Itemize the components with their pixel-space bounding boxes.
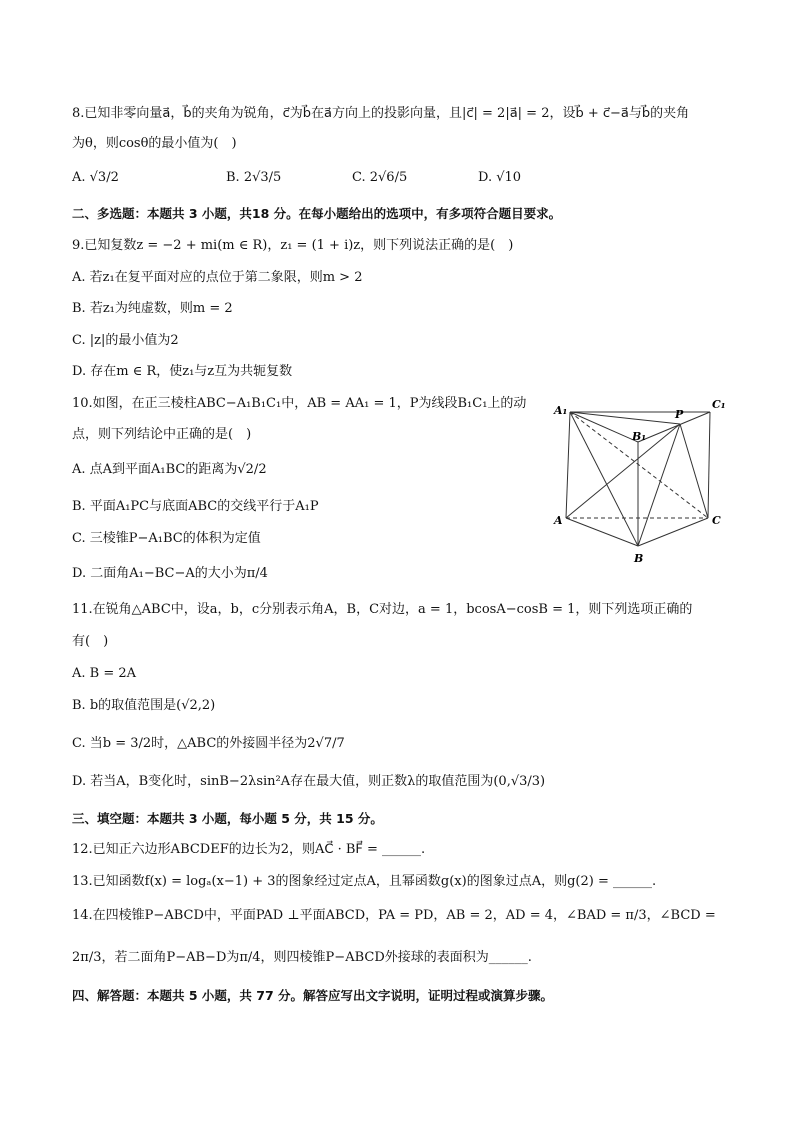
edge-cc1 <box>708 412 710 518</box>
q10-line2: 点，则下列结论中正确的是( ) <box>72 427 252 442</box>
q8-line1: 8.已知非零向量a⃗，b⃗的夹角为锐角，c⃗为b⃗在a⃗方向上的投影向量，且|c⃗| = 2|a⃗| = 2，设b⃗ + c⃗−a⃗与b⃗的夹角 <box>72 106 690 121</box>
label-c: C <box>712 514 721 527</box>
diag-a1p <box>570 412 680 424</box>
q9-option-b: B. 若z₁为纯虚数，则m = 2 <box>72 301 233 316</box>
q11-option-b: B. b的取值范围是(√2,2) <box>72 698 216 713</box>
q8-line2: 为θ，则cosθ的最小值为( ) <box>72 136 237 151</box>
q10-option-b: B. 平面A₁PC与底面ABC的交线平行于A₁P <box>72 499 319 514</box>
edge-bc <box>638 518 708 546</box>
label-c1: C₁ <box>712 398 726 411</box>
section-4-heading: 四、解答题：本题共 5 小题，共 77 分。解答应写出文字说明，证明过程或演算步骤。 <box>72 988 554 1003</box>
q10-option-a: A. 点A到平面A₁BC的距离为√2/2 <box>72 462 267 477</box>
label-a1: A₁ <box>554 404 568 417</box>
q9-option-c: C. |z|的最小值为2 <box>72 333 179 348</box>
q9-option-a: A. 若z₁在复平面对应的点位于第二象限，则m > 2 <box>72 270 363 285</box>
q10-option-d: D. 二面角A₁−BC−A的大小为π/4 <box>72 566 268 581</box>
diag-pc <box>680 424 708 518</box>
q10-option-c: C. 三棱锥P−A₁BC的体积为定值 <box>72 531 261 546</box>
q8-option-a: A. √3/2 <box>72 170 119 185</box>
label-b1: B₁ <box>632 430 647 443</box>
q12-text: 12.已知正六边形ABCDEF的边长为2，则AC⃗ · BF⃗ = ______. <box>72 842 426 857</box>
q10-line1: 10.如图，在正三棱柱ABC−A₁B₁C₁中，AB = AA₁ = 1，P为线段B₁C₁上的动 <box>72 396 527 411</box>
edge-ab <box>566 518 638 546</box>
q8-option-c: C. 2√6/5 <box>352 170 408 185</box>
edge-b1c1 <box>638 412 710 442</box>
q8-option-b: B. 2√3/5 <box>226 170 282 185</box>
prism-figure <box>552 394 732 569</box>
q11-option-c: C. 当b = 3/2时，△ABC的外接圆半径为2√7/7 <box>72 736 345 751</box>
label-b: B <box>634 552 644 565</box>
label-a: A <box>554 514 563 527</box>
edge-aa1 <box>566 412 570 518</box>
q14-line1: 14.在四棱锥P−ABCD中，平面PAD ⊥平面ABCD，PA = PD，AB = 2，AD = 4，∠BAD = π/3，∠BCD = <box>72 908 716 923</box>
section-3-heading: 三、填空题：本题共 3 小题，每小题 5 分，共 15 分。 <box>72 811 383 826</box>
q9-stem: 9.已知复数z = −2 + mi(m ∈ R)，z₁ = (1 + i)z，则下列说法正确的是( ) <box>72 238 514 253</box>
q11-option-d: D. 若当A，B变化时，sinB−2λsin²A存在最大值，则正数λ的取值范围为(0,√3/3) <box>72 774 546 789</box>
q8-options <box>72 168 722 188</box>
section-2-heading: 二、多选题：本题共 3 小题，共18 分。在每小题给出的选项中，有多项符合题目要求。 <box>72 206 562 221</box>
prism-diagram <box>552 394 732 569</box>
label-p: P <box>675 408 684 421</box>
diag-a1b <box>570 412 638 546</box>
q14-line2: 2π/3，若二面角P−AB−D为π/4，则四棱锥P−ABCD外接球的表面积为______. <box>72 950 532 965</box>
q11-line2: 有( ) <box>72 634 109 649</box>
q8-option-d: D. √10 <box>478 170 522 185</box>
q9-option-d: D. 存在m ∈ R，使z₁与z互为共轭复数 <box>72 364 293 379</box>
diag-a1c-hidden <box>570 412 708 518</box>
q11-line1: 11.在锐角△ABC中，设a，b，c分别表示角A，B，C对边，a = 1，bcosA−cosB = 1，则下列选项正确的 <box>72 602 693 617</box>
q11-option-a: A. B = 2A <box>72 666 137 681</box>
q13-text: 13.已知函数f(x) = logₐ(x−1) + 3的图象经过定点A，且幂函数g(x)的图象过点A，则g(2) = ______. <box>72 874 657 889</box>
